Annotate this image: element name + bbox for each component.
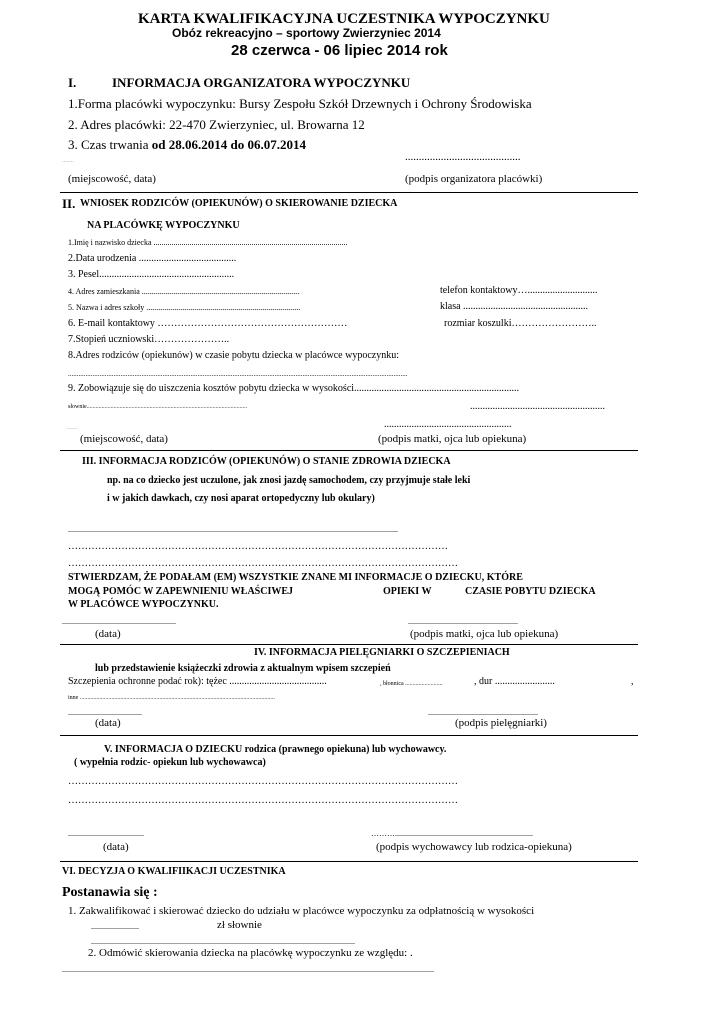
cost-commitment-field: 9. Zobowiązuje się do uiszczenia kosztów pobytu dziecka w wysokości..................................................................	[68, 383, 520, 394]
divider	[60, 861, 638, 862]
date-dots: ......................................	[68, 829, 144, 838]
health-question-line1: np. na co dziecko jest uczulone, jak znosi jazdę samochodem, czy przyjmuje stałe leki	[107, 475, 471, 486]
duration-line	[68, 138, 306, 151]
typhoid-field: , dur ........................	[474, 676, 555, 687]
home-address-field: 4. Adres zamieszkania ...............................................................................	[68, 287, 300, 296]
guardian-signature-label: (podpis wychowawcy lub rodzica-opiekuna)	[376, 841, 572, 853]
child-info-dots: ………………………………………………………………………………………………………	[68, 776, 458, 787]
parents-address-dots: ..................................................................................................................................................................................................	[68, 370, 408, 378]
fee-in-words-dots: ....................................................................................................................................	[91, 937, 355, 946]
section-6-title: VI. DECYZJA O KWALIFIIKACJI UCZESTNIKA	[62, 866, 286, 877]
place-date-dots: ........	[66, 425, 78, 431]
statement-line2b: OPIEKI W	[383, 586, 432, 597]
document-dates: 28 czerwca - 06 lipiec 2014 rok	[231, 42, 448, 59]
parent-signature-label: (podpis matki, ojca lub opiekuna)	[378, 433, 527, 445]
section-2-number: II.	[62, 196, 76, 211]
document-title: KARTA KWALIFIKACYJNA UCZESTNIKA WYPOCZYNKU	[138, 11, 550, 27]
child-info-dots: ………………………………………………………………………………………………………	[68, 795, 458, 806]
place-date-label: (miejscowość, data)	[80, 433, 168, 445]
place-date-dots: ........	[62, 158, 74, 164]
document-subtitle: Obóz rekreacyjno – sportowy Zwierzyniec 2014	[172, 26, 441, 40]
amount-in-words-dots: ......................................................	[470, 401, 605, 412]
qualify-option: 1. Zakwalifikować i skierować dziecko do udziału w placówce wypoczynku za odpłatnością w wysokości	[68, 905, 535, 917]
parents-address-field: 8.Adres rodziców (opiekunów) w czasie pobytu dziecka w placówce wypoczynku:	[68, 350, 399, 361]
date-label: (data)	[103, 841, 129, 853]
diphtheria-field: , błonnica .........................	[380, 681, 443, 687]
email-field: 6. E-mail kontaktowy …………………………………………………	[68, 318, 348, 329]
nurse-signature-label: (podpis pielęgniarki)	[455, 717, 547, 729]
phone-field: telefon kontaktowy…............................	[440, 285, 598, 296]
statement-line3: W PLACÓWCE WYPOCZYNKU.	[68, 599, 219, 610]
place-date-label: (miejscowość, data)	[68, 173, 156, 185]
class-field: klasa ..................................................	[440, 301, 589, 312]
fee-in-words-label: zł słownie	[217, 919, 262, 931]
date-dots: .........................................................	[62, 617, 176, 626]
section-1-title: INFORMACJA ORGANIZATORA WYPOCZYNKU	[112, 75, 411, 90]
school-field: 5. Nazwa i adres szkoły .............................................................................	[68, 303, 301, 312]
parent-signature-label: (podpis matki, ojca lub opiekuna)	[410, 628, 559, 640]
date-label: (data)	[95, 717, 121, 729]
facility-address: 2. Adres placówki: 22-470 Zwierzyniec, ul. Browarna 12	[68, 117, 365, 132]
fee-amount-dots: ........................	[91, 922, 139, 931]
section-2-title: WNIOSEK RODZICÓW (OPIEKUNÓW) O SKIEROWANIE DZIECKA	[80, 198, 398, 209]
refuse-option: 2. Odmówić skierowania dziecka na placówkę wypoczynku ze względu: .	[88, 947, 413, 959]
date-label: (data)	[95, 628, 121, 640]
section-1-number: I.	[68, 75, 77, 90]
section-5-title: V. INFORMACJA O DZIECKU rodzica (prawnego opiekuna) lub wychowawcy.	[104, 744, 447, 755]
nurse-signature-dots: .......................................................	[428, 708, 538, 717]
comma: ,	[631, 676, 634, 687]
section-3-title: III. INFORMACJA RODZICÓW (OPIEKUNÓW) O STANIE ZDROWIA DZIECKA	[82, 456, 451, 467]
section-4-title: IV. INFORMACJA PIELĘGNIARKI O SZCZEPIENIACH	[254, 647, 510, 658]
date-dots: .....................................	[68, 708, 142, 717]
child-name-field: 1.Imię i nazwisko dziecka .................................................................................................	[68, 238, 348, 247]
vaccination-book-note: lub przedstawienie książeczki zdrowia z aktualnym wpisem szczepień	[95, 663, 391, 674]
divider	[60, 450, 638, 451]
health-info-dots: ………………………………………………………………………………………………………	[68, 558, 458, 569]
birth-date-field: 2.Data urodzenia .......................................	[68, 253, 237, 264]
organizer-signature-label: (podpis organizatora placówki)	[405, 173, 543, 185]
organizer-signature-dots: ..........................................	[405, 151, 521, 163]
section-2-title-line2: NA PLACÓWKĘ WYPOCZYNKU	[87, 220, 240, 231]
decision-heading: Postanawia się :	[62, 885, 158, 900]
refusal-reason-dots: ..........................................................................................................................................................................................	[62, 965, 434, 974]
statement-line2c: CZASIE POBYTU DZIECKA	[465, 586, 596, 597]
pesel-field: 3. Pesel......................................................	[68, 269, 235, 280]
statement-line2a: MOGĄ POMÓC W ZAPEWNIENIU WŁAŚCIWEJ	[68, 586, 294, 597]
duration-value: od 28.06.2014 do 06.07.2014	[151, 137, 306, 152]
shirt-size-field: rozmiar koszulki……………………..	[444, 318, 597, 329]
duration-label: 3. Czas trwania	[68, 137, 152, 152]
statement-line1: STWIERDZAM, ŻE PODAŁAM (EM) WSZYSTKIE ZNANE MI INFORMACJE O DZIECKU, KTÓRE	[68, 572, 523, 583]
divider	[60, 735, 638, 736]
tetanus-field: Szczepienia ochronne podać rok): tężec .......................................	[68, 676, 327, 687]
amount-in-words-field: słownie...........................................................................................................	[68, 404, 248, 410]
parent-signature-dots: .......................................................	[408, 617, 518, 626]
other-vaccinations-field: inne ..................................................................................................................................	[68, 695, 275, 701]
health-question-line2: i w jakich dawkach, czy nosi aparat ortopedyczny lub okulary)	[107, 493, 375, 504]
student-grade-field: 7.Stopień uczniowski…………………..	[68, 334, 230, 345]
divider	[60, 644, 638, 645]
health-info-dots: .....................................................................................................................................................................	[68, 525, 398, 534]
guardian-signature-dots: ……….....................................................................	[371, 829, 533, 838]
parent-signature-dots: ...................................................	[384, 419, 512, 430]
facility-form: 1.Forma placówki wypoczynku: Bursy Zespołu Szkół Drzewnych i Ochrony Środowiska	[68, 96, 532, 111]
divider	[60, 192, 638, 193]
section-5-subtitle: ( wypełnia rodzic- opiekun lub wychowawca)	[74, 757, 266, 768]
health-info-dots: ……………………………………………………………………………………………………	[68, 541, 448, 552]
